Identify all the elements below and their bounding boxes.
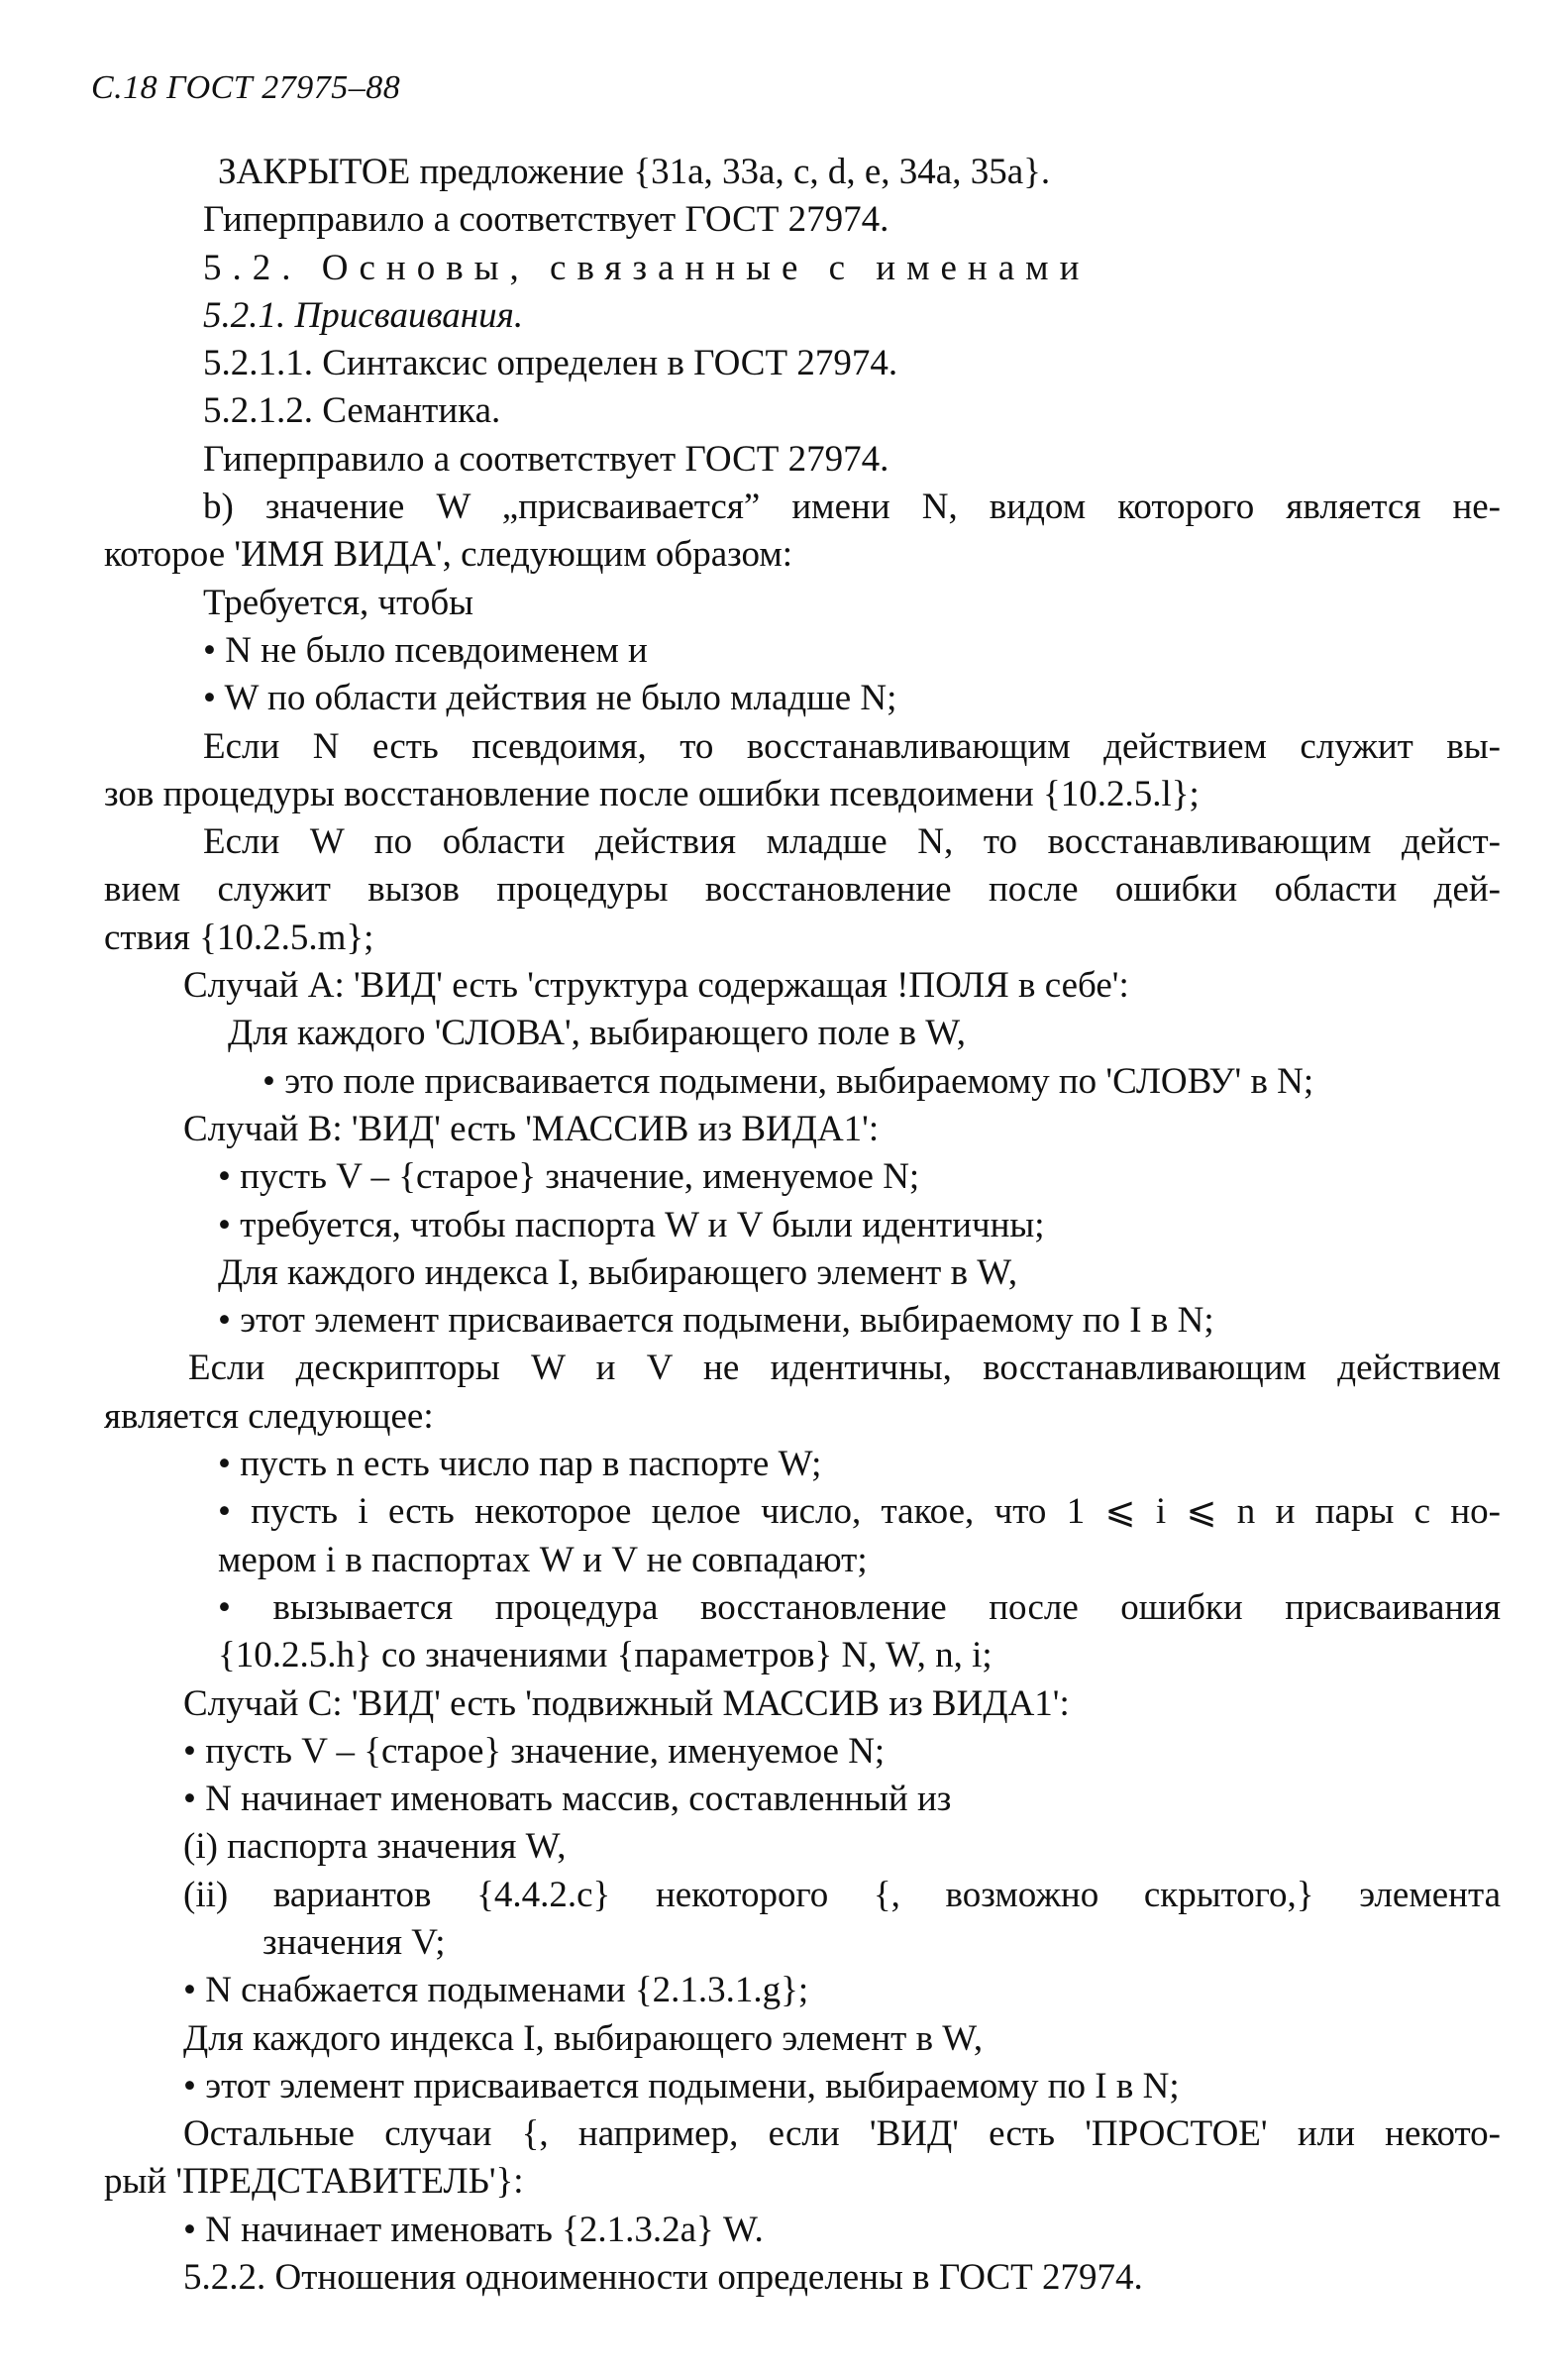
- text-line: Если N есть псевдоимя, то восстанавливающим действием служит вы-: [203, 725, 1501, 767]
- text-line: которое 'ИМЯ ВИДА', следующим образом:: [104, 534, 793, 576]
- text-line: значения V;: [262, 1921, 446, 1963]
- text-line: b) значение W „присваивается” имени N, видом которого является не-: [203, 486, 1501, 528]
- text-line: Для каждого 'СЛОВА', выбирающего поле в W,: [228, 1013, 967, 1054]
- text-line: вием служит вызов процедуры восстановление после ошибки области дей-: [104, 869, 1501, 911]
- text-line: Для каждого индекса I, выбирающего элемент в W,: [183, 2017, 984, 2059]
- text-line: Остальные случаи {, например, если 'ВИД' есть 'ПРОСТОЕ' или некото-: [183, 2113, 1501, 2155]
- list-item: • W по области действия не было младше N;: [203, 678, 897, 719]
- case-heading: Случай A: 'ВИД' есть 'структура содержащая !ПОЛЯ в себе':: [183, 965, 1129, 1007]
- list-item: • требуется, чтобы паспорта W и V были идентичны;: [218, 1204, 1045, 1245]
- list-item: • это поле присваивается подымени, выбираемому по 'СЛОВУ' в N;: [262, 1060, 1314, 1102]
- list-item: • N не было псевдоименем и: [203, 629, 648, 671]
- text-line: Гиперправило a соответствует ГОСТ 27974.: [203, 199, 889, 241]
- case-heading: Случай B: 'ВИД' есть 'МАССИВ из ВИДА1':: [183, 1108, 880, 1149]
- list-item: • N начинает именовать массив, составленный из: [183, 1779, 952, 1820]
- document-body: [104, 149, 1501, 2302]
- list-item: (i) паспорта значения W,: [183, 1826, 567, 1868]
- list-item: • этот элемент присваивается подымени, выбираемому по I в N;: [218, 1300, 1214, 1342]
- list-item: • пусть i есть некоторое целое число, такое, что 1 ⩽ i ⩽ n и пары с но-: [218, 1491, 1501, 1533]
- text-line: {10.2.5.h} со значениями {параметров} N, W, n, i;: [218, 1635, 993, 1676]
- text-line: Гиперправило a соответствует ГОСТ 27974.: [203, 438, 889, 480]
- text-line: 5.2.1.2. Семантика.: [203, 390, 501, 432]
- list-item: • пусть n есть число пар в паспорте W;: [218, 1444, 822, 1485]
- text-line: мером i в паспортах W и V не совпадают;: [218, 1539, 868, 1580]
- text-line: зов процедуры восстановление после ошибки псевдоимени {10.2.5.l};: [104, 773, 1200, 814]
- list-item: • N начинает именовать {2.1.3.2a} W.: [183, 2209, 764, 2250]
- text-line: ЗАКРЫТОЕ предложение {31a, 33a, c, d, e, 34a, 35a}.: [218, 152, 1051, 192]
- text-line: ствия {10.2.5.m};: [104, 917, 374, 958]
- text-line: рый 'ПРЕДСТАВИТЕЛЬ'}:: [104, 2161, 524, 2203]
- list-item: • N снабжается подыменами {2.1.3.1.g};: [183, 1970, 809, 2011]
- text-line: 5.2.2. Отношения одноименности определены в ГОСТ 27974.: [183, 2257, 1143, 2299]
- text-line: Если дескрипторы W и V не идентичны, восстанавливающим действием: [188, 1348, 1501, 1389]
- list-item: • пусть V – {старое} значение, именуемое N;: [183, 1730, 886, 1772]
- case-heading: Случай C: 'ВИД' есть 'подвижный МАССИВ из ВИДА1':: [183, 1682, 1070, 1724]
- list-item: • этот элемент присваивается подымени, выбираемому по I в N;: [183, 2065, 1180, 2106]
- subsection-heading: 5.2.1. Присваивания.: [203, 294, 524, 336]
- list-item: • пусть V – {старое} значение, именуемое N;: [218, 1156, 920, 1198]
- list-item: • вызывается процедура восстановление после ошибки присваивания: [218, 1586, 1501, 1628]
- text-line: Если W по области действия младше N, то восстанавливающим дейст-: [203, 821, 1501, 863]
- text-line: Для каждого индекса I, выбирающего элемент в W,: [218, 1251, 1018, 1293]
- list-item: (ii) вариантов {4.4.2.c} некоторого {, возможно скрытого,} элемента: [183, 1874, 1501, 1915]
- section-heading: 5.2. Основы, связанные с именами: [203, 247, 1091, 288]
- text-line: является следующее:: [104, 1395, 434, 1437]
- text-line: Требуется, чтобы: [203, 582, 474, 623]
- text-line: 5.2.1.1. Синтаксис определен в ГОСТ 27974.: [203, 343, 898, 384]
- page-header: С.18 ГОСТ 27975–88: [91, 69, 401, 106]
